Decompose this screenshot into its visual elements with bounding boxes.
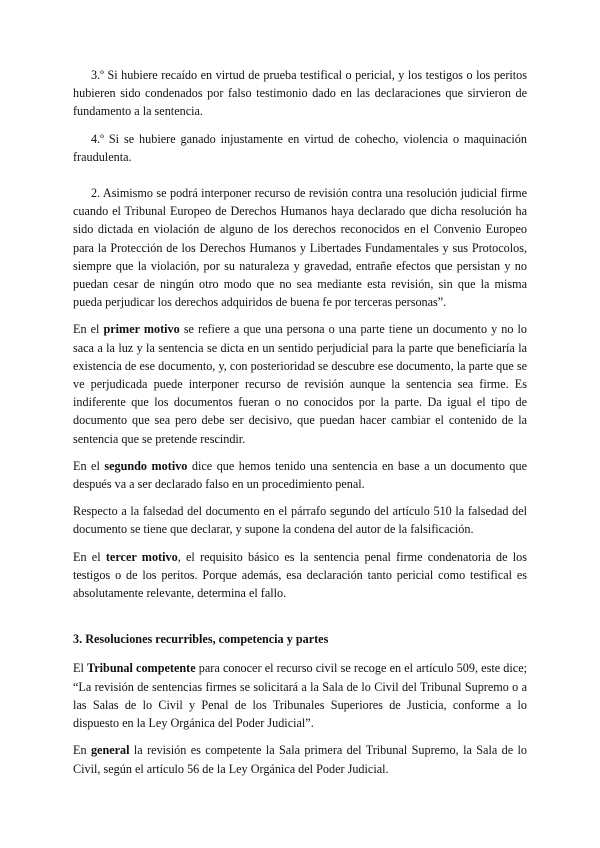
paragraph-2: 2. Asimismo se podrá interponer recurso de revisión contra una resolución judicial firme cuando el Tribunal Europeo de Derechos Humanos haya declarado que dicha resolución ha sido dictada en violación de alguno de los derechos reconocidos en el Convenio Europeo para la Protección de los Derechos Humanos y Libertades Fundamentales y sus Protocolos, siempre que la violación, por su naturaleza y gravedad, entrañe efectos que persistan y no puedan cesar de ningún otro modo que no sea mediante esta revisión, sin que la misma pueda perjudicar los derechos adquiridos de buena fe por terceras personas”. bbox=[73, 186, 527, 310]
paragraph-tercer-motivo bbox=[73, 548, 527, 603]
bold-term: segundo motivo bbox=[104, 458, 188, 473]
bold-term: tercer motivo bbox=[105, 549, 178, 564]
bold-term: Tribunal competente bbox=[87, 661, 196, 676]
text-run: dice que hemos tenido una sentencia en base a un documento que después va a ser declarado falso en un procedimiento penal. bbox=[73, 458, 528, 492]
section-heading: 3. Resoluciones recurribles, competencia y partes bbox=[73, 632, 329, 647]
paragraph-falsedad: Respecto a la falsedad del documento en el párrafo segundo del artículo 510 la falsedad del documento se tiene que declarar, y supone la condena del autor de la falsificación. bbox=[73, 504, 527, 537]
list-item-3: 3.º Si hubiere recaído en virtud de prueba testifical o pericial, y los testigos o los peritos hubieren sido condenados por falso testimonio dado en las declaraciones que sirvieron de fundamento a la sentencia. bbox=[73, 68, 527, 119]
bold-term: primer motivo bbox=[103, 322, 180, 337]
text-run: En el bbox=[73, 458, 105, 473]
paragraph-segundo-motivo bbox=[73, 457, 527, 493]
text-run: El bbox=[73, 661, 88, 676]
paragraph-primer-motivo bbox=[73, 320, 527, 447]
paragraph-general bbox=[73, 741, 527, 777]
text-run: En bbox=[73, 743, 91, 758]
text-run: la revisión es competente la Sala primera del Tribunal Supremo, la Sala de lo Civil, según el artículo 56 de la Ley Orgánica del Poder Judicial. bbox=[73, 743, 528, 776]
text-run: En el bbox=[73, 549, 106, 564]
text-run: En el bbox=[73, 322, 104, 337]
text-run: se refiere a que una persona o una parte tiene un documento y no lo saca a la luz y la sentencia se dicta en un sentido perjudicial para la parte que beneficiaría la existencia de ese documento, y, con posterioridad se descubre ese documento, la parte que se ve perjudicada puede interponer recurso de revisión aunque la sentencia sea firme. Es indiferente que los documentos fueran o no conocidos por la parte. Da igual el tipo de documento que sea pero debe ser decisivo, que puedan hacer cambiar el contenido de la sentencia que se pretende rescindir. bbox=[73, 322, 527, 446]
bold-term: general bbox=[90, 743, 130, 758]
text-run: , el requisito básico es la sentencia penal firme condenatoria de los testigos o de los peritos. Porque además, esa declaración tanto pericial como testifical es absolutamente relevante, determina el fallo. bbox=[73, 549, 527, 601]
list-item-4: 4.º Si se hubiere ganado injustamente en virtud de cohecho, violencia o maquinación fraudulenta. bbox=[73, 131, 527, 164]
paragraph-tribunal bbox=[73, 659, 527, 732]
text-run: para conocer el recurso civil se recoge en el artículo 509, este dice; “La revisión de sentencias firmes se solicitará a la Sala de lo Civil del Tribunal Supremo o a las Salas de lo Civil y Penal de los Tribunales Superiores de Justicia, conforme a lo dispuesto en la Ley Orgánica del Poder Judicial”. bbox=[73, 661, 527, 731]
